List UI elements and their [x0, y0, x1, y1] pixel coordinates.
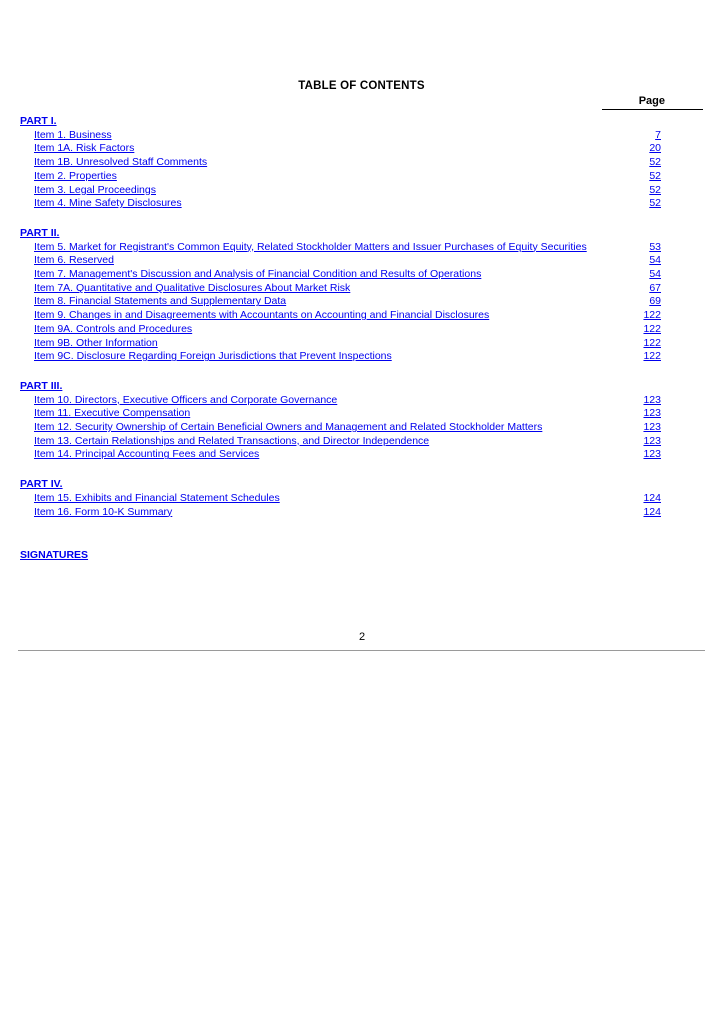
toc-item-cell — [20, 254, 602, 268]
toc-page-cell — [602, 268, 703, 282]
toc-page-cell — [602, 295, 703, 309]
toc-page-cell — [602, 170, 703, 184]
toc-page-cell — [602, 282, 703, 296]
part-heading-link[interactable]: PART IV. — [20, 478, 63, 491]
toc-page-cell — [602, 156, 703, 170]
table-of-contents — [20, 115, 703, 519]
toc-row — [20, 241, 703, 255]
toc-item-cell — [20, 129, 602, 143]
toc-item-link[interactable]: Item 3. Legal Proceedings — [34, 183, 156, 196]
toc-item-cell — [20, 448, 602, 462]
footer-page-number: 2 — [358, 631, 366, 643]
toc-item-cell — [20, 407, 602, 421]
toc-item-link[interactable]: Item 1B. Unresolved Staff Comments — [34, 156, 208, 169]
toc-page-link[interactable]: 124 — [643, 505, 661, 518]
part-heading-link[interactable]: PART III. — [20, 379, 63, 392]
toc-row — [20, 407, 703, 421]
toc-item-link[interactable]: Item 15. Exhibits and Financial Statement Schedules — [34, 491, 280, 504]
part-section — [20, 227, 703, 364]
toc-item-link[interactable]: Item 12. Security Ownership of Certain Beneficial Owners and Management and Related Stockholder Matters — [34, 421, 543, 434]
part-heading-link[interactable]: PART I. — [20, 115, 57, 127]
part-heading — [20, 115, 703, 129]
toc-item-link[interactable]: Item 9A. Controls and Procedures — [34, 322, 193, 335]
toc-item-link[interactable]: Item 4. Mine Safety Disclosures — [34, 197, 182, 210]
toc-item-cell — [20, 492, 602, 506]
toc-page-cell — [602, 448, 703, 462]
toc-page-cell — [602, 254, 703, 268]
toc-page-link[interactable]: 52 — [649, 197, 661, 210]
toc-item-link[interactable]: Item 7. Management's Discussion and Analysis of Financial Condition and Results of Operations — [34, 268, 482, 281]
part-section — [20, 478, 703, 519]
toc-row — [20, 197, 703, 211]
toc-page-cell — [602, 492, 703, 506]
toc-page-link[interactable]: 69 — [649, 295, 661, 308]
toc-row — [20, 156, 703, 170]
toc-page-link[interactable]: 122 — [643, 350, 661, 363]
toc-item-link[interactable]: Item 6. Reserved — [34, 254, 114, 267]
toc-page-link[interactable]: 52 — [649, 156, 661, 169]
toc-item-cell — [20, 268, 602, 282]
toc-row — [20, 323, 703, 337]
toc-page-cell — [602, 323, 703, 337]
toc-item-cell — [20, 323, 602, 337]
toc-row — [20, 309, 703, 323]
part-section — [20, 380, 703, 462]
toc-row — [20, 394, 703, 408]
toc-page-link[interactable]: 124 — [643, 491, 661, 504]
toc-item-cell — [20, 394, 602, 408]
toc-row — [20, 268, 703, 282]
toc-item-cell — [20, 309, 602, 323]
toc-item-cell — [20, 421, 602, 435]
toc-item-cell — [20, 435, 602, 449]
toc-page-link[interactable]: 122 — [643, 336, 661, 349]
page-column-header: Page — [602, 95, 703, 110]
toc-row — [20, 254, 703, 268]
toc-page-cell — [602, 337, 703, 351]
part-heading — [20, 478, 703, 492]
toc-page-link[interactable]: 20 — [649, 142, 661, 155]
toc-item-link[interactable]: Item 9B. Other Information — [34, 336, 158, 349]
toc-item-cell — [20, 506, 602, 520]
part-heading-link[interactable]: PART II. — [20, 226, 60, 239]
toc-row — [20, 337, 703, 351]
toc-page-cell — [602, 309, 703, 323]
toc-row — [20, 170, 703, 184]
toc-item-cell — [20, 197, 602, 211]
toc-page-link[interactable]: 122 — [643, 322, 661, 335]
toc-item-link[interactable]: Item 1A. Risk Factors — [34, 142, 135, 155]
toc-page-cell — [602, 129, 703, 143]
toc-item-cell — [20, 170, 602, 184]
toc-row — [20, 492, 703, 506]
toc-item-cell — [20, 295, 602, 309]
toc-page-link[interactable]: 67 — [649, 281, 661, 294]
part-heading — [20, 227, 703, 241]
toc-item-cell — [20, 156, 602, 170]
toc-page-cell — [602, 197, 703, 211]
toc-item-cell — [20, 142, 602, 156]
toc-page-cell — [602, 350, 703, 364]
toc-page-cell — [602, 421, 703, 435]
toc-item-link[interactable]: Item 9. Changes in and Disagreements with Accountants on Accounting and Financial Disclosures — [34, 309, 490, 322]
toc-page-link[interactable]: 123 — [643, 448, 661, 461]
toc-item-cell — [20, 184, 602, 198]
toc-item-link[interactable]: Item 11. Executive Compensation — [34, 407, 191, 420]
toc-page-cell — [602, 506, 703, 520]
toc-page-link[interactable]: 123 — [643, 421, 661, 434]
toc-page-cell — [602, 407, 703, 421]
toc-page-cell — [602, 241, 703, 255]
toc-row — [20, 282, 703, 296]
toc-row — [20, 350, 703, 364]
toc-row — [20, 184, 703, 198]
toc-item-link[interactable]: Item 5. Market for Registrant's Common Equity, Related Stockholder Matters and Issuer Purchases of Equity Securities — [34, 240, 587, 253]
toc-page-link[interactable]: 123 — [643, 407, 661, 420]
toc-page-link[interactable]: 7 — [655, 128, 661, 141]
toc-item-link[interactable]: Item 8. Financial Statements and Supplementary Data — [34, 295, 287, 308]
toc-item-link[interactable]: Item 14. Principal Accounting Fees and Services — [34, 448, 260, 461]
toc-page-cell — [602, 394, 703, 408]
toc-row — [20, 142, 703, 156]
toc-item-cell — [20, 337, 602, 351]
toc-item-link[interactable]: Item 13. Certain Relationships and Related Transactions, and Director Independence — [34, 434, 430, 447]
toc-row — [20, 295, 703, 309]
toc-page-link[interactable]: 52 — [649, 183, 661, 196]
toc-page-link[interactable]: 122 — [643, 309, 661, 322]
toc-page-link[interactable]: 123 — [643, 393, 661, 406]
toc-page-link[interactable]: 53 — [649, 240, 661, 253]
toc-page-cell — [602, 435, 703, 449]
part-heading — [20, 380, 703, 394]
toc-page-link[interactable]: 54 — [649, 268, 661, 281]
toc-item-cell — [20, 282, 602, 296]
bottom-rule — [18, 650, 705, 651]
document-title: TABLE OF CONTENTS — [298, 80, 425, 92]
toc-item-link[interactable]: Item 1. Business — [34, 128, 112, 141]
toc-row — [20, 506, 703, 520]
toc-page-link[interactable]: 52 — [649, 169, 661, 182]
toc-item-link[interactable]: Item 16. Form 10-K Summary — [34, 505, 173, 518]
toc-item-link[interactable]: Item 10. Directors, Executive Officers and Corporate Governance — [34, 393, 338, 406]
toc-row — [20, 129, 703, 143]
toc-item-link[interactable]: Item 2. Properties — [34, 169, 117, 182]
toc-row — [20, 421, 703, 435]
toc-item-link[interactable]: Item 9C. Disclosure Regarding Foreign Jurisdictions that Prevent Inspections — [34, 350, 392, 363]
toc-item-link[interactable]: Item 7A. Quantitative and Qualitative Disclosures About Market Risk — [34, 281, 351, 294]
toc-item-cell — [20, 350, 602, 364]
page-column-header-row — [20, 95, 703, 110]
toc-item-cell — [20, 241, 602, 255]
toc-page-cell — [602, 142, 703, 156]
toc-row — [20, 435, 703, 449]
toc-row — [20, 448, 703, 462]
toc-page-link[interactable]: 123 — [643, 434, 661, 447]
part-section — [20, 115, 703, 211]
signatures-row — [20, 549, 703, 563]
signatures-link[interactable]: SIGNATURES — [20, 549, 89, 562]
toc-page-cell — [602, 184, 703, 198]
toc-page-link[interactable]: 54 — [649, 254, 661, 267]
